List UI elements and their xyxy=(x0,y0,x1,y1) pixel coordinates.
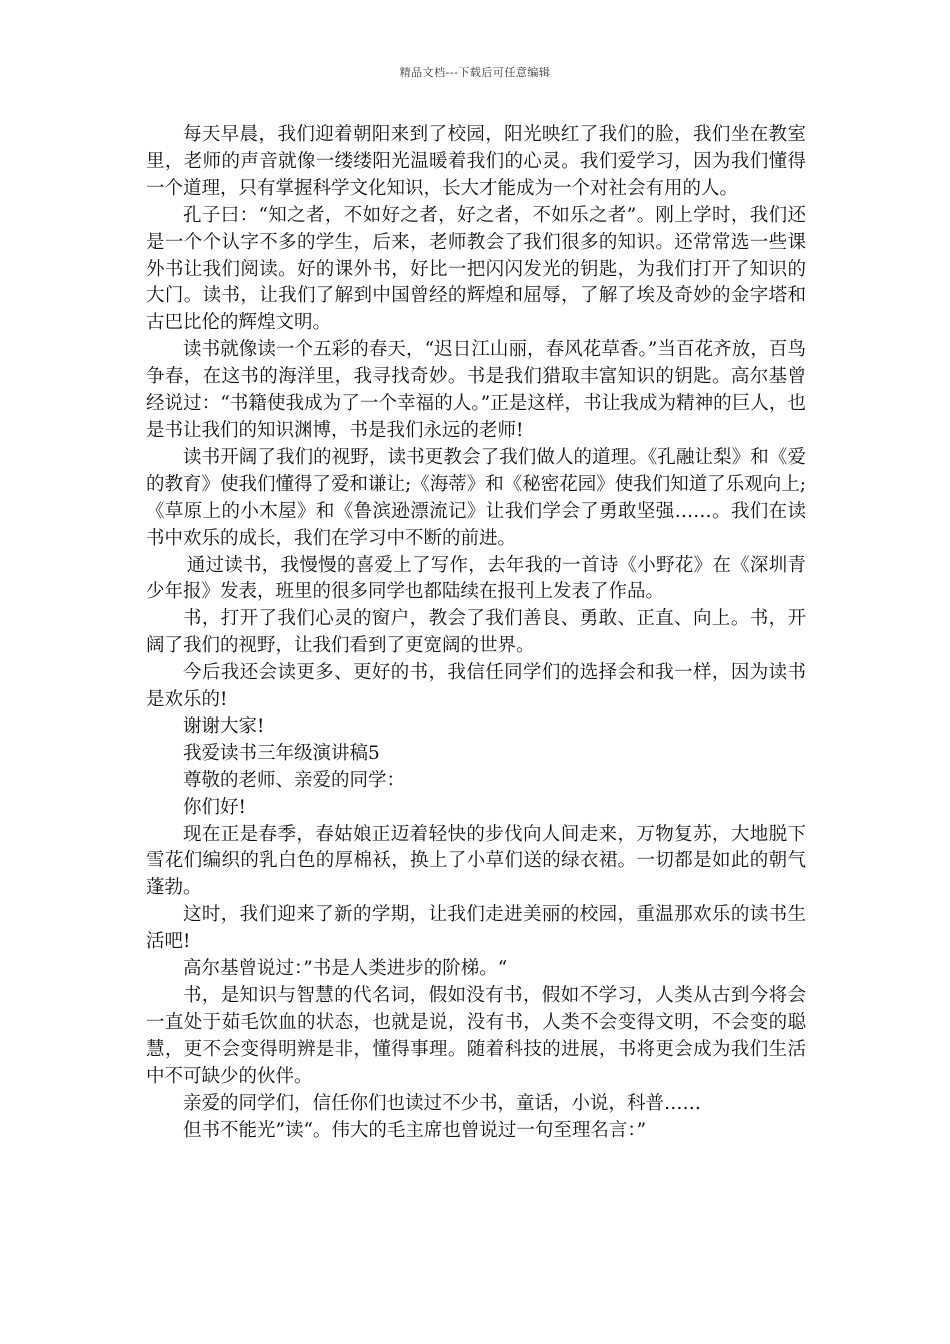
paragraph-window: 书，打开了我们心灵的窗户，教会了我们善良、勇敢、正直、向上。书，开阔了我们的视野，让我们看到了更宽阔的世界。 xyxy=(146,608,806,657)
speech-title: 我爱读书三年级演讲稿5 xyxy=(183,742,380,764)
paragraph-new-term: 这时，我们迎来了新的学期，让我们走进美丽的校园，重温那欢乐的读书生活吧! xyxy=(146,904,806,953)
paragraph-gorky-quote: 高尔基曾说过：”书是人类进步的阶梯。“ xyxy=(183,958,508,980)
paragraph-writing: 通过读书，我慢慢的喜爱上了写作，去年我的一首诗《小野花》在《深圳青少年报》发表，班里的很多同学也都陆续在报刊上发表了作品。 xyxy=(146,554,806,603)
paragraph-morning: 每天早晨，我们迎着朝阳来到了校园，阳光映红了我们的脸，我们坐在教室里，老师的声音就像一缕缕阳光温暖着我们的心灵。我们爱学习，因为我们懂得一个道理，只有掌握科学文化知识，长大才能成为一个对社会有用的人。 xyxy=(146,124,806,199)
paragraph-spring-season: 现在正是春季，春姑娘正迈着轻快的步伐向人间走来，万物复苏，大地脱下雪花们编织的乳白色的厚棉袄，换上了小草们送的绿衣裙。一切都是如此的朝气蓬勃。 xyxy=(146,823,806,899)
paragraph-classmates: 亲爱的同学们，信任你们也读过不少书，童话，小说，科普…… xyxy=(183,1092,702,1114)
paragraph-horizons: 读书开阔了我们的视野，读书更教会了我们做人的道理。《孔融让梨》和《爱的教育》使我们懂得了爱和谦让;《海蒂》和《秘密花园》使我们知道了乐观向上;《草原上的小木屋》和《鲁滨逊漂流记》让我们学会了勇敢坚强……。我们在读书中欢乐的成长，我们在学习中不断的前进。 xyxy=(146,446,806,549)
paragraph-spring: 读书就像读一个五彩的春天，“迟日江山丽，春风花草香。”当百花齐放，百鸟争春，在这书的海洋里，我寻找奇妙。书是我们猎取丰富知识的钥匙。高尔基曾经说过：“书籍使我成为了一个幸福的人。”正是这样，书让我成为精神的巨人，也是书让我们的知识渊博，书是我们永远的老师! xyxy=(146,339,806,441)
document-body xyxy=(146,122,806,1144)
paragraph-greeting: 你们好! xyxy=(183,796,246,818)
paragraph-mao-quote: 但书不能光”读“。伟大的毛主席也曾说过一句至理名言：” xyxy=(183,1119,647,1141)
paragraph-thanks: 谢谢大家! xyxy=(183,715,265,737)
paragraph-knowledge: 书，是知识与智慧的代名词，假如没有书，假如不学习，人类从古到今将会一直处于茹毛饮血的状态，也就是说，没有书，人类不会变得文明，不会变的聪慧，更不会变得明辨是非，懂得事理。随着科技的进展，书将更会成为我们生活中不可缺少的伙伴。 xyxy=(146,985,806,1087)
paragraph-future: 今后我还会读更多、更好的书，我信任同学们的选择会和我一样，因为读书是欢乐的! xyxy=(146,662,806,711)
paragraph-confucius: 孔子曰：“知之者，不如好之者，好之者，不如乐之者”。刚上学时，我们还是一个个认字不多的学生，后来，老师教会了我们很多的知识。还常常选一些课外书让我们阅读。好的课外书，好比一把闪闪发光的钥匙，为我们打开了知识的大门。读书，让我们了解到中国曾经的辉煌和屈辱，了解了埃及奇妙的金字塔和古巴比伦的辉煌文明。 xyxy=(146,204,806,334)
page-header: 精品文档---下载后可任意编辑 xyxy=(399,66,551,79)
paragraph-salutation: 尊敬的老师、亲爱的同学： xyxy=(183,769,406,791)
